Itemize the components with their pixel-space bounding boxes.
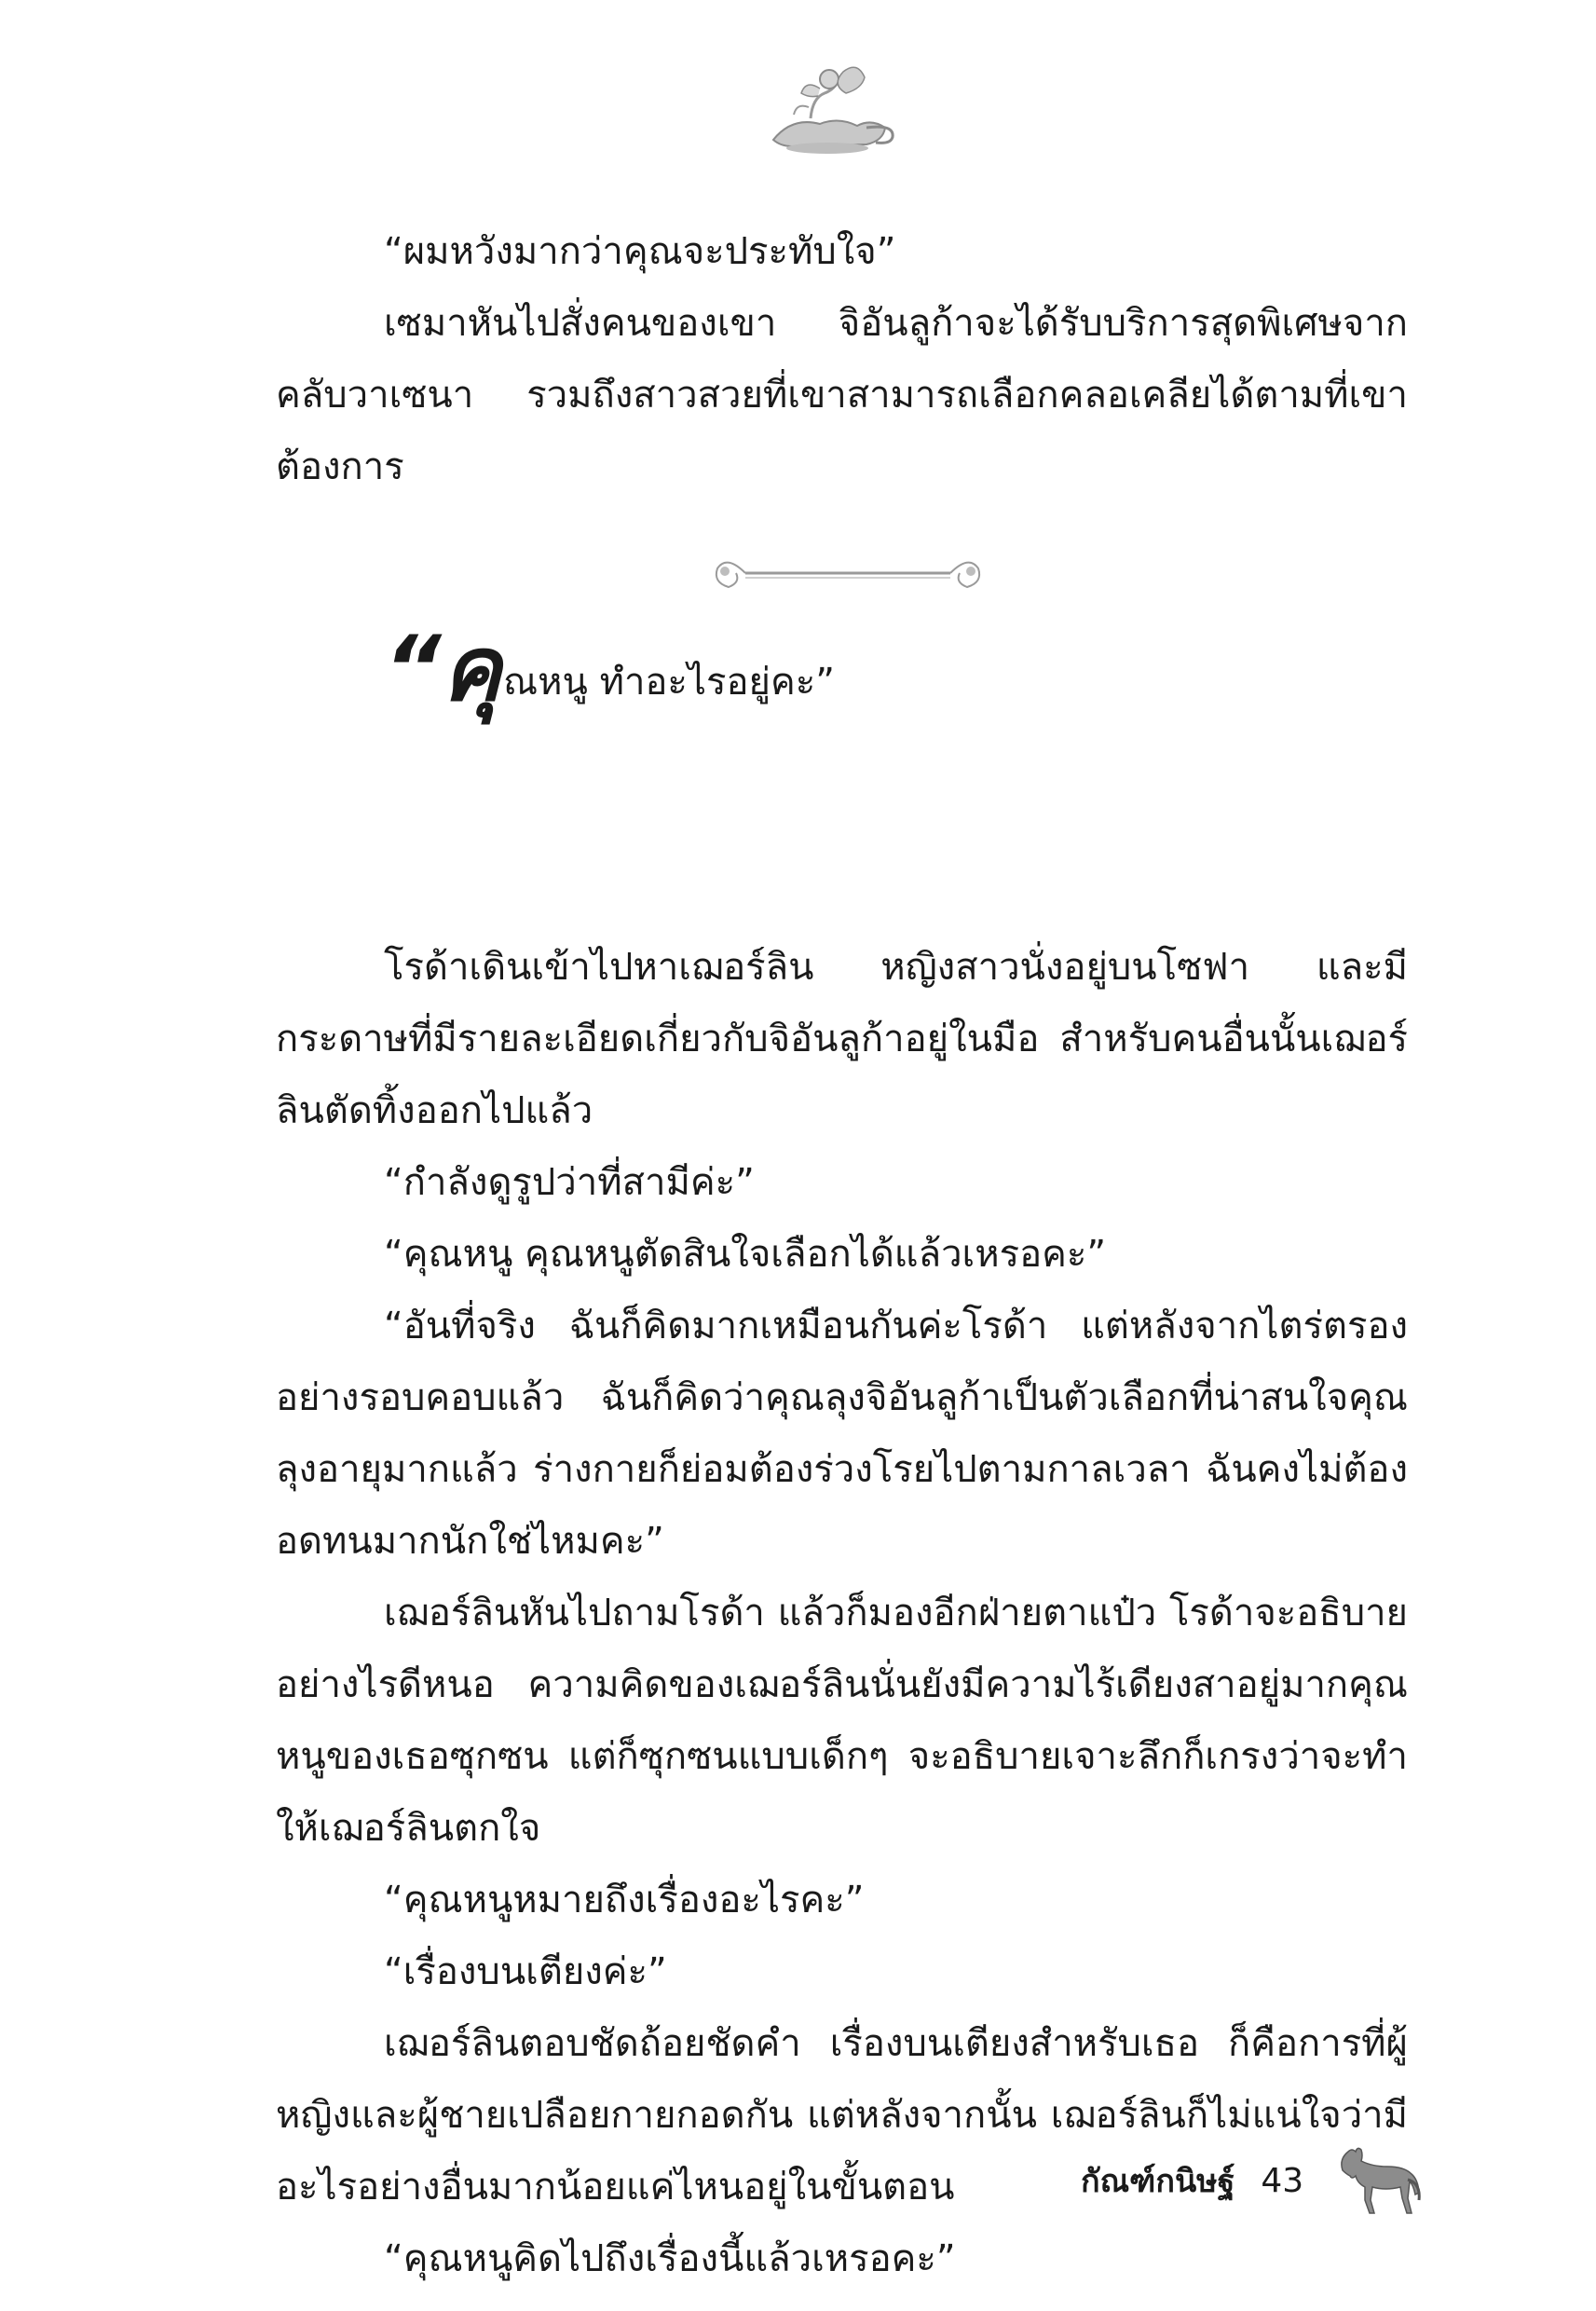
chapter-opening-line: [384, 617, 835, 721]
dialogue-line: “คุณหนู คุณหนูตัดสินใจเลือกได้แล้วเหรอคะ”: [384, 1233, 1107, 1276]
opening-quote-mark: “: [384, 617, 442, 721]
main-section: [276, 932, 1408, 2295]
drop-cap: คุ: [441, 617, 502, 721]
paragraph: โรด้าเดินเข้าไปหาเฌอร์ลิน หญิงสาวนั่งอยู่บนโซฟา และมีกระดาษที่มีรายละเอียดเกี่ยวกับจิอันลูก้าอยู่ในมือ สำหรับคนอื่นนั้นเฌอร์ลินตัดทิ้งออกไปแล้ว: [276, 946, 1408, 1132]
dialogue-line: “คุณหนูหมายถึงเรื่องอะไรคะ”: [384, 1879, 865, 1921]
dialogue-line: “ผมหวังมากว่าคุณจะประทับใจ”: [384, 230, 896, 273]
dialogue-line: “อันที่จริง ฉันก็คิดมากเหมือนกันค่ะโรด้า แต่หลังจากไตร่ตรองอย่างรอบคอบแล้ว ฉันก็คิดว่าคุณลุงจิอันลูก้าเป็นตัวเลือกที่น่าสนใจคุณลุงอายุมากแล้ว ร่างกายก็ย่อมต้องร่วงโรยไปตามกาลเวลา ฉันคงไม่ต้องอดทนมากนักใช่ไหมคะ”: [276, 1305, 1408, 1563]
horse-icon: [1330, 2142, 1423, 2219]
page-number: 43: [1261, 2161, 1304, 2200]
dialogue-line: “คุณหนูคิดไปถึงเรื่องนี้แล้วเหรอคะ”: [384, 2237, 956, 2280]
paragraph: เฌอร์ลินหันไปถามโรด้า แล้วก็มองอีกฝ่ายตาแป๋ว โรด้าจะอธิบายอย่างไรดีหนอ ความคิดของเฌอร์ลินนั่นยังมีความไร้เดียงสาอยู่มากคุณหนูของเธอซุกซน แต่ก็ซุกซนแบบเด็กๆ จะอธิบายเจาะลึกก็เกรงว่าจะทำให้เฌอร์ลินตกใจ: [276, 1592, 1408, 1850]
dialogue-line: “กำลังดูรูปว่าที่สามีค่ะ”: [384, 1161, 755, 1204]
book-title: กัณฑ์กนิษฐ์: [1081, 2163, 1235, 2200]
page-footer: [1081, 2143, 1423, 2218]
paragraph: เฌอร์ลินตอบชัดถ้อยชัดคำ เรื่องบนเตียงสำหรับเธอ ก็คือการที่ผู้หญิงและผู้ชายเปลือยกายกอดกัน แต่หลังจากนั้น เฌอร์ลินก็ไม่แน่ใจว่ามีอะไรอย่างอื่นมากน้อยแค่ไหนอยู่ในขั้นตอน: [276, 2022, 1408, 2208]
opening-section: [276, 216, 1408, 503]
scroll-divider-icon: [708, 545, 988, 601]
dialogue-line: ณหนู ทำอะไรอยู่คะ”: [503, 661, 835, 704]
dialogue-line: “เรื่องบนเตียงค่ะ”: [384, 1950, 667, 1993]
cupid-teapot-ornament-icon: [755, 51, 904, 163]
paragraph: เซมาหันไปสั่งคนของเขา จิอันลูก้าจะได้รับบริการสุดพิเศษจากคลับวาเซนา รวมถึงสาวสวยที่เขาสามารถเลือกคลอเคลียได้ตามที่เขาต้องการ: [276, 302, 1408, 488]
